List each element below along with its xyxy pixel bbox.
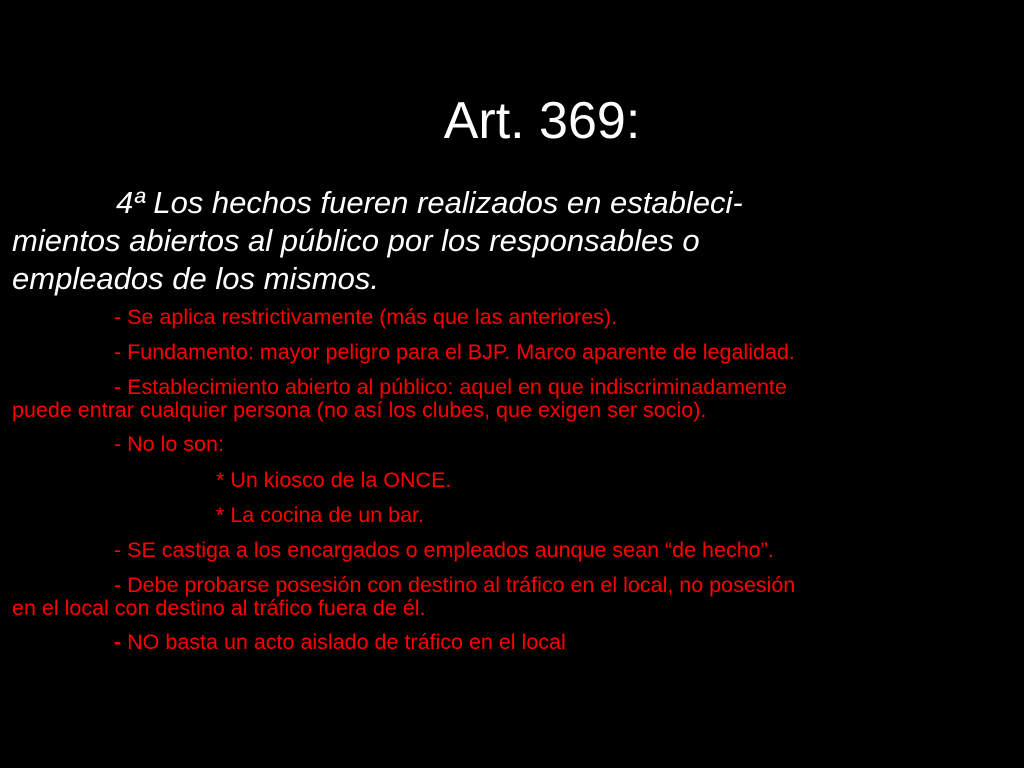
sub-bullet-point (12, 469, 451, 492)
bullet-text: - SE castiga a los encargados o empleados aunque sean “de hecho”. (114, 538, 774, 562)
sub-bullet-text: * Un kiosco de la ONCE. (216, 468, 452, 492)
bullet-text: puede entrar cualquier persona (no así los clubes, que exigen ser socio). (12, 398, 707, 422)
bullet-text: - Establecimiento abierto al público: aquel en que indiscriminadamente (114, 375, 787, 399)
bullet-point (12, 433, 224, 456)
bullet-point (12, 306, 617, 329)
sub-bullet-text: * La cocina de un bar. (216, 503, 424, 527)
bullet-text: - Se aplica restrictivamente (más que las anteriores). (114, 305, 618, 329)
lead-line: mientos abiertos al público por los responsables o (12, 223, 700, 258)
bullet-text: en el local con destino al tráfico fuera de él. (12, 596, 426, 620)
bullet-text: NO basta un acto aislado de tráfico en el local (127, 630, 566, 654)
slide-title: Art. 369: (443, 92, 641, 150)
bullet-point (12, 631, 566, 654)
sub-bullet-point (12, 504, 424, 527)
bullet-point (12, 574, 795, 620)
bullet-point (12, 376, 787, 422)
bullet-point (12, 539, 774, 562)
bullet-text: - No lo son: (114, 432, 224, 456)
lead-line: empleados de los mismos. (12, 261, 379, 296)
bullet-dash: - (114, 630, 122, 654)
bullet-point (12, 341, 795, 364)
bullet-text-line (12, 631, 566, 654)
lead-line: 4ª Los hechos fueren realizados en estableci- (116, 185, 743, 220)
bullet-text: - Fundamento: mayor peligro para el BJP. Marco aparente de legalidad. (114, 340, 795, 364)
bullet-text: - Debe probarse posesión con destino al tráfico en el local, no posesión (114, 573, 796, 597)
lead-paragraph (12, 184, 1018, 298)
